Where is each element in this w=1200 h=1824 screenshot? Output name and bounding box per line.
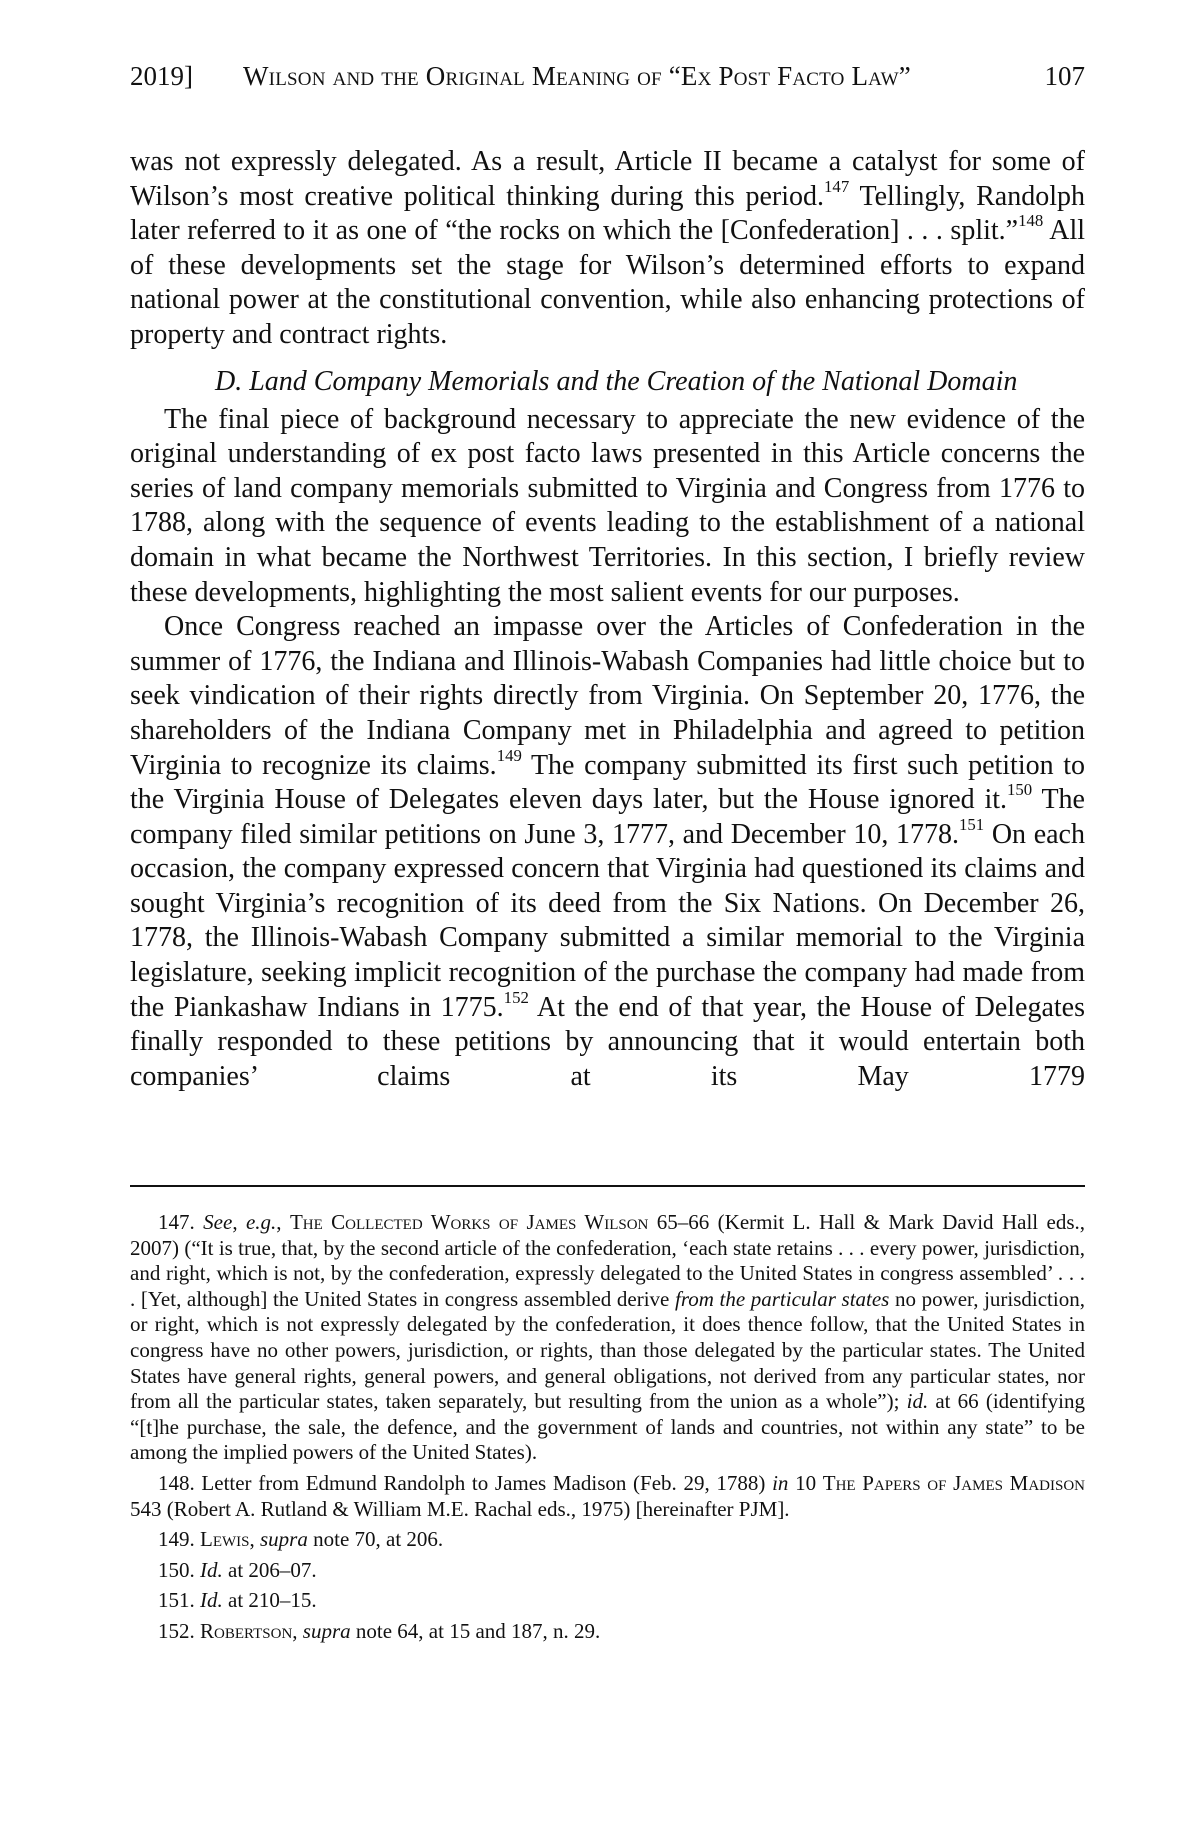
footnote-number: 148.	[158, 1470, 195, 1495]
footnote-text: 10	[788, 1470, 823, 1495]
header-year: 2019]	[130, 61, 193, 91]
paragraph-text: On each occasion, the company expressed concern that Virginia had questioned its claims and sought Virginia’s recognition of its deed from the Six Nations. On December 26, 1778, the Illinois-Wabash Company submitted a similar memorial to the Virginia legislature, seeking implicit recognition of the purchase the company had made from the Piankashaw Indians in 1775.	[130, 818, 1085, 1023]
section-heading: D. Land Company Memorials and the Creation of the National Domain	[215, 365, 1018, 397]
footnotes	[130, 1210, 1085, 1650]
book-title: The Papers of James Madison	[822, 1470, 1085, 1495]
paragraph-text: All of these developments set the stage for Wilson’s determined efforts to expand national power at the constitutional convention, while also enhancing protections of property and contract rights.	[130, 215, 1085, 350]
paragraph-text: At the end of that year, the House of Delegates finally responded to these petitions by announcing that it would entertain both companies’ claims at its May 1779	[130, 991, 1086, 1092]
footnote-divider	[130, 1185, 1085, 1187]
footnote-text: note 64, at 15 and 187, n. 29.	[350, 1618, 601, 1643]
signal: supra	[260, 1527, 308, 1552]
paragraph-text: The company filed similar petitions on June 3, 1777, and December 10, 1778.	[130, 784, 1085, 850]
footnote-152: 152. Robertson, supra note 64, at 15 and 187, n. 29.	[158, 1618, 601, 1643]
footnote-text: at 206–07.	[222, 1557, 317, 1582]
footnote-ref-151[interactable]: 151	[959, 814, 985, 834]
footnote-148	[130, 1471, 1085, 1522]
footnote-number: 151.	[158, 1588, 195, 1613]
footnote-number: 147.	[158, 1210, 195, 1234]
footnote-number: 149.	[158, 1527, 195, 1552]
footnote-151	[130, 1588, 1085, 1614]
footnote-number: 152.	[158, 1618, 195, 1643]
footnote-ref-150[interactable]: 150	[1007, 780, 1033, 800]
footnote-number: 150.	[158, 1557, 195, 1582]
footnote-text: Letter from Edmund Randolph to James Madison (Feb. 29, 1788)	[201, 1470, 773, 1495]
footnote-150	[130, 1558, 1085, 1584]
footnote-text: at 66 (identifying “[t]he purchase, the sale, the defence, and the government of lands and countries, not within any state” to be among the implied powers of the United States).	[130, 1389, 1085, 1465]
paragraph-text: Tellingly, Randolph later referred to it as one of “the rocks on which the [Confederation] . . . split.”	[130, 180, 1085, 247]
footnote-147: 147. See, e.g., The Collected Works of James Wilson 65–66 (Kermit L. Hall & Mark David Hall eds., 2007) (“It is true, that, by the second article of the confederation, ‘each state retains . . . every power, jurisdiction, and right, which is not, by the confederation, expressly delegated to the United States in congress assembled’ . . . . [Yet, although] the United States in congress assembled derive from the particular states no power, jurisdiction, or right, which is not expressly delegated by the confederation, it does thence follow, that the United States in congress have no other powers, jurisdiction, or rights, than those delegated by the particular states. The United States have general rights, general powers, and general obligations, not derived from any particular states, nor from all the particular states, taken separately, but resulting from the union as a whole”); id. at 66 (identifying “[t]he purchase, the sale, the defence, and the government of lands and countries, not within any state” to be among the implied powers of the United States).	[130, 1210, 1086, 1465]
id-signal: Id.	[200, 1557, 223, 1582]
book-title: The Collected Works of James Wilson	[289, 1210, 649, 1234]
footnote-text: no power, jurisdiction, or right, which is not expressly delegated by the confederation, it does thence follow, that the United States in congress have no other powers, jurisdiction, or rights, than those delegated by the particular states. The United States have general rights, general powers, and general obligations, not derived from any particular states, nor from all the particular states, taken separately, but resulting from the union as a whole”);	[130, 1286, 1085, 1414]
running-header	[130, 56, 1085, 96]
author: Robertson	[200, 1618, 293, 1643]
paragraph-text: Once Congress reached an impasse over the Articles of Confederation in the summer of 1776, the Indiana and Illinois-Wabash Companies had little choice but to seek vindication of their rights directly from Virginia. On September 20, 1776, the shareholders of the Indiana Company met in Philadelphia and agreed to petition Virginia to recognize its claims.	[130, 611, 1085, 781]
paragraph: The final piece of background necessary to appreciate the new evidence of the original understanding of ex post facto laws presented in this Article concerns the series of land company memorials submitted to Virginia and Congress from 1776 to 1788, along with the sequence of events leading to the establishment of a national domain in what became the Northwest Territories. In this section, I briefly review these developments, highlighting the most salient events for our purposes.	[130, 403, 1085, 608]
emphasis: from the particular states	[674, 1286, 890, 1311]
footnote-ref-149[interactable]: 149	[496, 745, 522, 765]
footnote-text: note 70, at 206.	[307, 1527, 444, 1552]
signal: See	[203, 1210, 233, 1234]
signal: supra	[302, 1618, 351, 1643]
footnote-ref-152[interactable]: 152	[503, 987, 529, 1007]
id-signal: id.	[906, 1389, 929, 1414]
paragraph-continued	[130, 145, 1085, 353]
paragraph	[130, 610, 1085, 1094]
footnote-ref-148[interactable]: 148	[1018, 211, 1044, 231]
signal: e.g.	[245, 1210, 277, 1234]
footnote-ref-147[interactable]: 147	[824, 176, 850, 196]
paragraph-text: The company submitted its first such petition to the Virginia House of Delegates eleven days later, but the House ignored it.	[130, 749, 1086, 816]
footnote-149: 149. Lewis, supra note 70, at 206.	[158, 1527, 444, 1552]
footnote-text: 543 (Robert A. Rutland & William M.E. Rachal eds., 1975) [hereinafter PJM].	[130, 1496, 790, 1521]
author: Lewis	[200, 1527, 250, 1552]
main-text	[130, 145, 1085, 1094]
paragraph-text: was not expressly delegated. As a result, Article II became a catalyst for some of Wilson’s most creative political thinking during this period.	[130, 146, 1085, 212]
id-signal: Id.	[200, 1588, 223, 1613]
signal: in	[772, 1470, 789, 1495]
footnote-text: 65–66 (Kermit L. Hall & Mark David Hall eds., 2007) (“It is true, that, by the second article of the confederation, ‘each state retains . . . every power, jurisdiction, and right, which is not, by the confederation, expressly delegated to the United States in congress assembled’ . . . . [Yet, although] the United States in congress assembled derive	[130, 1210, 1086, 1311]
footnote-text: at 210–15.	[222, 1588, 317, 1613]
header-title: Wilson and the Original Meaning of “Ex Post Facto Law”	[243, 61, 911, 91]
page-number: 107	[1044, 61, 1085, 91]
